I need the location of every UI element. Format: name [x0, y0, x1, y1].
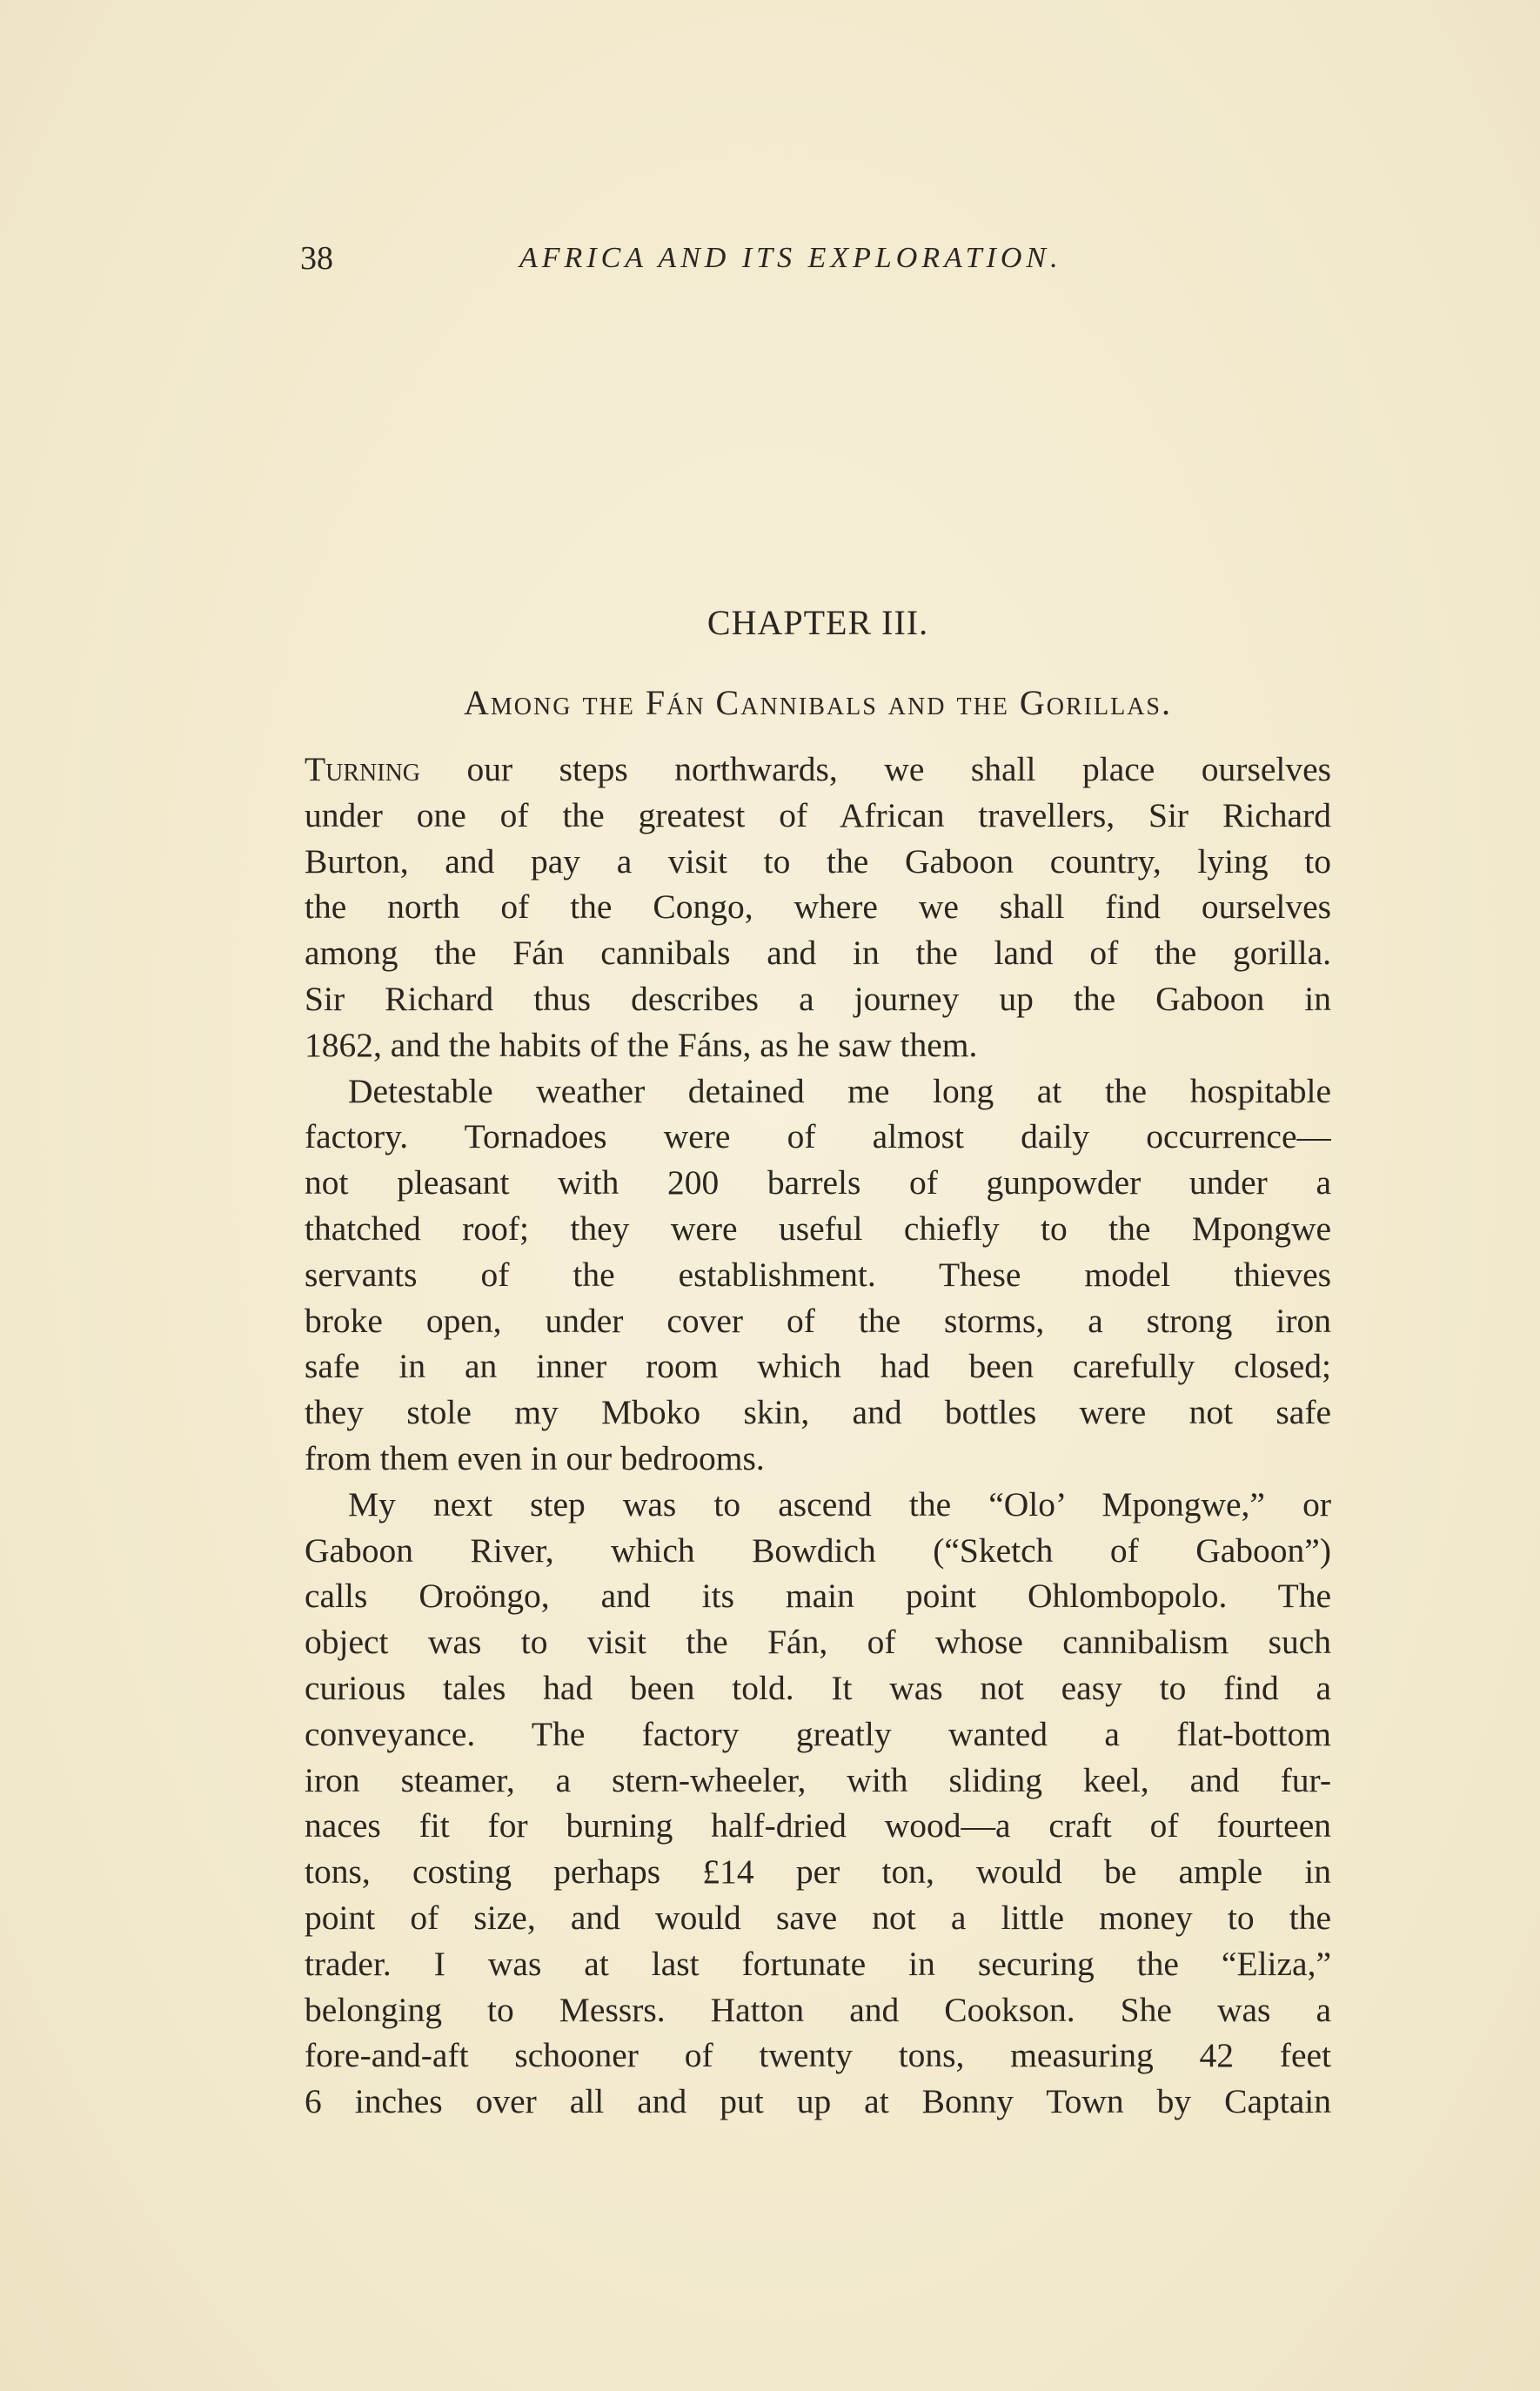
text-line: safe in an inner room which had been carefully closed;: [305, 1347, 1331, 1386]
lead-word: Turning: [305, 750, 421, 788]
text-line: calls Oroöngo, and its main point Ohlombopolo. The: [305, 1577, 1331, 1616]
text-line: Burton, and pay a visit to the Gaboon country, lying to: [305, 841, 1331, 881]
text-line: curious tales had been told. It was not easy to find a: [305, 1668, 1331, 1707]
running-head: [300, 237, 1336, 280]
text-line: from them even in our bedrooms.: [305, 1438, 765, 1477]
text-line: point of size, and would save not a little money to the: [305, 1898, 1331, 1937]
text-line: [305, 747, 1331, 793]
text-line: servants of the establishment. These model thieves: [305, 1255, 1331, 1294]
text-line: trader. I was at last fortunate in securing the “Eliza,”: [305, 1944, 1331, 1983]
body-text: [305, 747, 1331, 2125]
running-title: AFRICA AND ITS EXPLORATION.: [519, 242, 1062, 274]
text-line: thatched roof; they were useful chiefly to the Mpongwe: [305, 1209, 1331, 1248]
text-line: they stole my Mboko skin, and bottles were not safe: [305, 1393, 1331, 1432]
text-line: the north of the Congo, where we shall find ourselves: [305, 887, 1331, 927]
chapter-title: Among the Fán Cannibals and the Gorillas.: [464, 683, 1172, 722]
page-number: 38: [300, 240, 333, 277]
text-line: under one of the greatest of African travellers, Sir Richard: [305, 795, 1331, 834]
text-line: 1862, and the habits of the Fáns, as he saw them.: [305, 1025, 978, 1064]
text-line: tons, costing perhaps £14 per ton, would be ample in: [305, 1852, 1331, 1892]
text-line: factory. Tornadoes were of almost daily occurrence—: [305, 1117, 1331, 1156]
text-line: iron steamer, a stern-wheeler, with sliding keel, and fur-: [305, 1760, 1331, 1799]
text-line: Gaboon River, which Bowdich (“Sketch of Gaboon”): [305, 1530, 1331, 1570]
text-line: fore-and-aft schooner of twenty tons, measuring 42 feet: [305, 2036, 1331, 2075]
text-line: naces fit for burning half-dried wood—a craft of fourteen: [305, 1806, 1331, 1845]
text-line: Sir Richard thus describes a journey up the Gaboon in: [305, 979, 1331, 1018]
text-line: belonging to Messrs. Hatton and Cookson. She was a: [305, 1990, 1331, 2029]
text-line: not pleasant with 200 barrels of gunpowder under a: [305, 1163, 1331, 1202]
text-line: Detestable weather detained me long at the hospitable: [348, 1071, 1331, 1110]
text-line: My next step was to ascend the “Olo’ Mpongwe,” or: [348, 1484, 1331, 1524]
text-line-segment: our steps northwards, we shall place ourselves: [420, 750, 1331, 788]
chapter-number: CHAPTER III.: [706, 603, 929, 642]
text-line: among the Fán cannibals and in the land of the gorilla.: [305, 934, 1331, 973]
text-line: 6 inches over all and put up at Bonny Town by Captain: [305, 2082, 1331, 2121]
text-line: broke open, under cover of the storms, a strong iron: [305, 1301, 1331, 1340]
text-line: conveyance. The factory greatly wanted a flat-bottom: [305, 1714, 1331, 1753]
text-line: object was to visit the Fán, of whose cannibalism such: [305, 1623, 1331, 1662]
